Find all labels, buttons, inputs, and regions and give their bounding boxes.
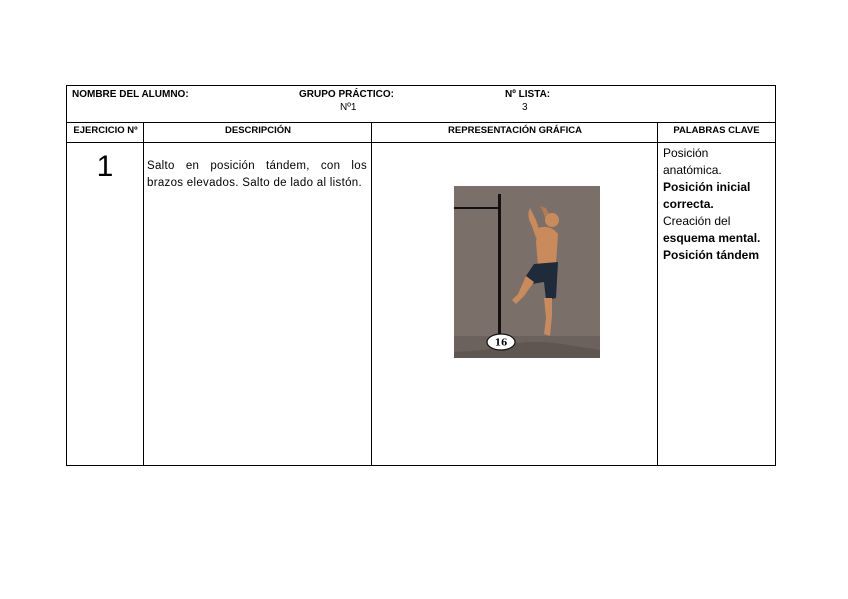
group-label: GRUPO PRÁCTICO: — [299, 89, 394, 100]
keyword-line: anatómica. — [663, 163, 722, 177]
keyword-line: Creación del — [663, 214, 731, 228]
keyword-line: esquema mental. — [663, 231, 761, 245]
keyword-line: Posición — [663, 146, 709, 160]
header-description: DESCRIPCIÓN — [144, 122, 372, 143]
sheet-header — [67, 86, 775, 123]
header-keywords: PALABRAS CLAVE — [658, 122, 775, 143]
header-graphic: REPRESENTACIÓN GRÁFICA — [372, 122, 658, 143]
keyword-line: correcta. — [663, 197, 714, 211]
student-name-label: NOMBRE DEL ALUMNO: — [72, 89, 189, 100]
keywords-list — [663, 145, 775, 264]
figure-badge: 16 — [494, 338, 508, 349]
exercise-number: 1 — [96, 150, 114, 183]
list-number-value: 3 — [522, 102, 528, 113]
jumper-figure-illustration — [454, 186, 600, 358]
exercise-description: Salto en posición tándem, con los brazos elevados. Salto de lado al listón. — [147, 160, 367, 189]
group-value: Nº1 — [340, 102, 357, 113]
exercise-sheet — [66, 85, 776, 466]
list-number-label: Nº LISTA: — [505, 89, 551, 100]
keyword-line: Posición tándem — [663, 248, 760, 262]
header-exercise-number: EJERCICIO Nº — [67, 122, 144, 143]
keyword-line: Posición inicial — [663, 180, 751, 194]
